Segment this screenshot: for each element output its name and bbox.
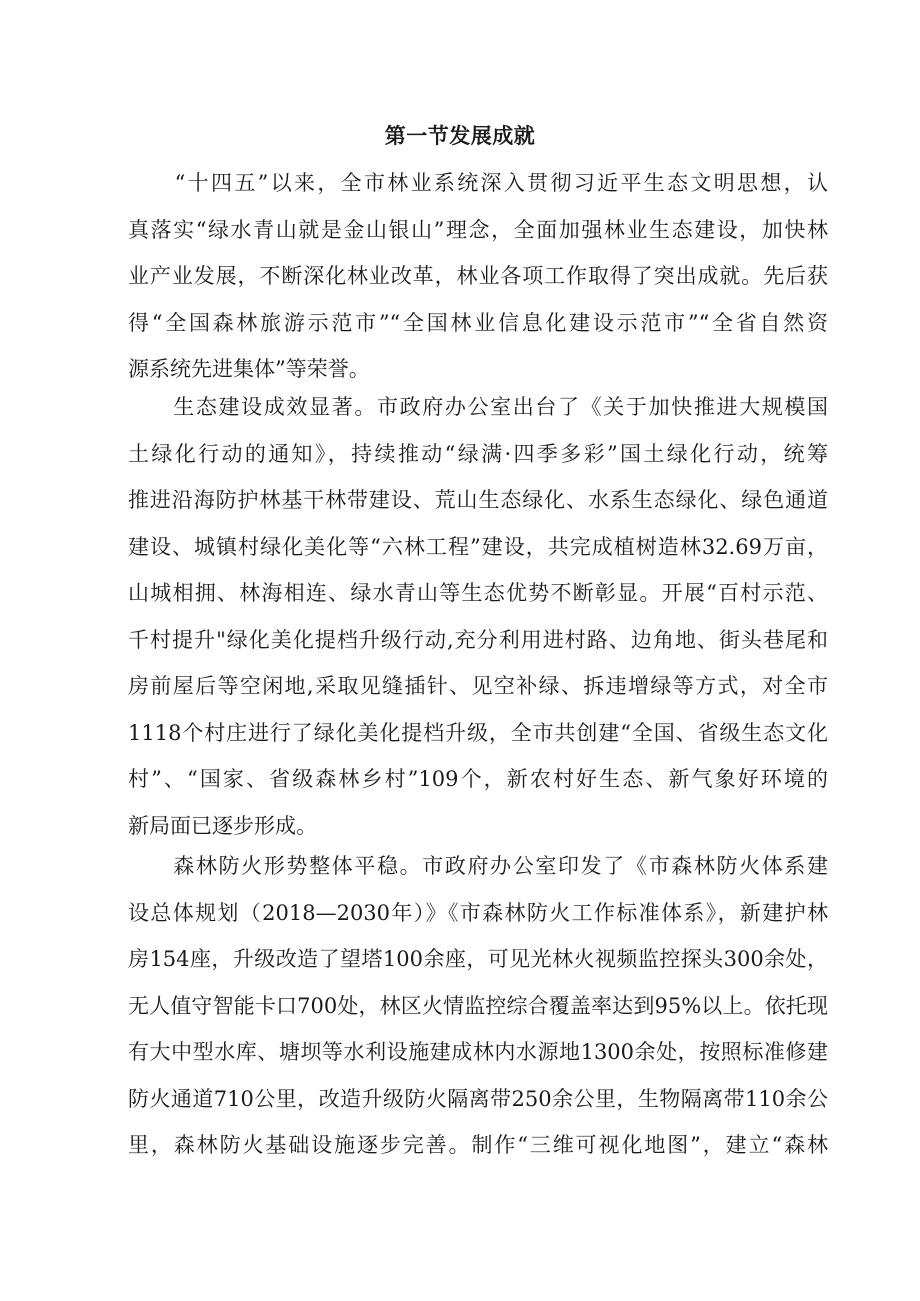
paragraph-line: 源系统先进集体”等荣誉。: [128, 357, 370, 381]
paragraph-line: 里，森林防火基础设施逐步完善。制作“三维可视化地图”，建立“森林: [128, 1133, 828, 1157]
paragraph-line: 新局面已逐步形成。: [128, 813, 317, 838]
paragraph-line: 山城相拥、林海相连、绿水青山等生态优势不断彰显。开展“百村示范、: [128, 581, 828, 605]
paragraph-line: “十四五”以来，全市林业系统深入贯彻习近平生态文明思想，认: [128, 171, 828, 195]
paragraph-line: 1118个村庄进行了绿化美化提档升级，全市共创建“全国、省级生态文化: [128, 720, 828, 745]
paragraph-ecological-construction: [128, 384, 828, 849]
paragraph-line: 设总体规划（2018—2030年）》《市森林防火工作标准体系》，新建护林: [128, 900, 828, 925]
paragraph-line: 房154座，升级改造了望塔100余座，可见光林火视频监控探头300余处，: [128, 947, 828, 971]
paragraph-line: 森林防火形势整体平稳。市政府办公室印发了《市森林防火体系建: [128, 854, 828, 878]
paragraph-line: 生态建设成效显著。市政府办公室出台了《关于加快推进大规模国: [128, 395, 828, 419]
paragraph-line: 无人值守智能卡口700处，林区火情监控综合覆盖率达到95%以上。依托现: [128, 993, 828, 1018]
paragraph-line: 推进沿海防护林基干林带建设、荒山生态绿化、水系生态绿化、绿色通道: [128, 488, 828, 512]
paragraph-line: 建设、城镇村绿化美化等“六林工程”建设，共完成植树造林32.69万亩，: [128, 534, 828, 559]
paragraph-line: 有大中型水库、塘坝等水利设施建成林内水源地1300余处，按照标准修建: [128, 1040, 828, 1064]
paragraph-line: 真落实“绿水青山就是金山银山”理念，全面加强林业生态建设，加快林: [128, 217, 828, 242]
paragraph-forest-fire-prevention: [128, 843, 828, 1169]
paragraph-line: 千村提升"绿化美化提档升级行动,充分利用进村路、边角地、街头巷尾和: [128, 627, 828, 652]
paragraph-line: 得“全国森林旅游示范市”“全国林业信息化建设示范市”“全省自然资: [128, 310, 828, 335]
paragraph-line: 村”、“国家、省级森林乡村”109个，新农村好生态、新气象好环境的: [128, 767, 828, 791]
paragraph-line: 土绿化行动的通知》，持续推动“绿满·四季多彩”国土绿化行动，统筹: [128, 441, 828, 466]
paragraph-line: 防火通道710公里，改造升级防火隔离带250余公里，生物隔离带110余公: [128, 1086, 828, 1111]
section-title: 第一节发展成就: [384, 124, 536, 148]
paragraph-line: 业产业发展，不断深化林业改革，林业各项工作取得了突出成就。先后获: [128, 264, 828, 288]
paragraph-line: 房前屋后等空闲地,采取见缝插针、见空补绿、拆违增绿等方式，对全市: [128, 674, 828, 698]
paragraph-achievements-intro: [128, 160, 828, 393]
